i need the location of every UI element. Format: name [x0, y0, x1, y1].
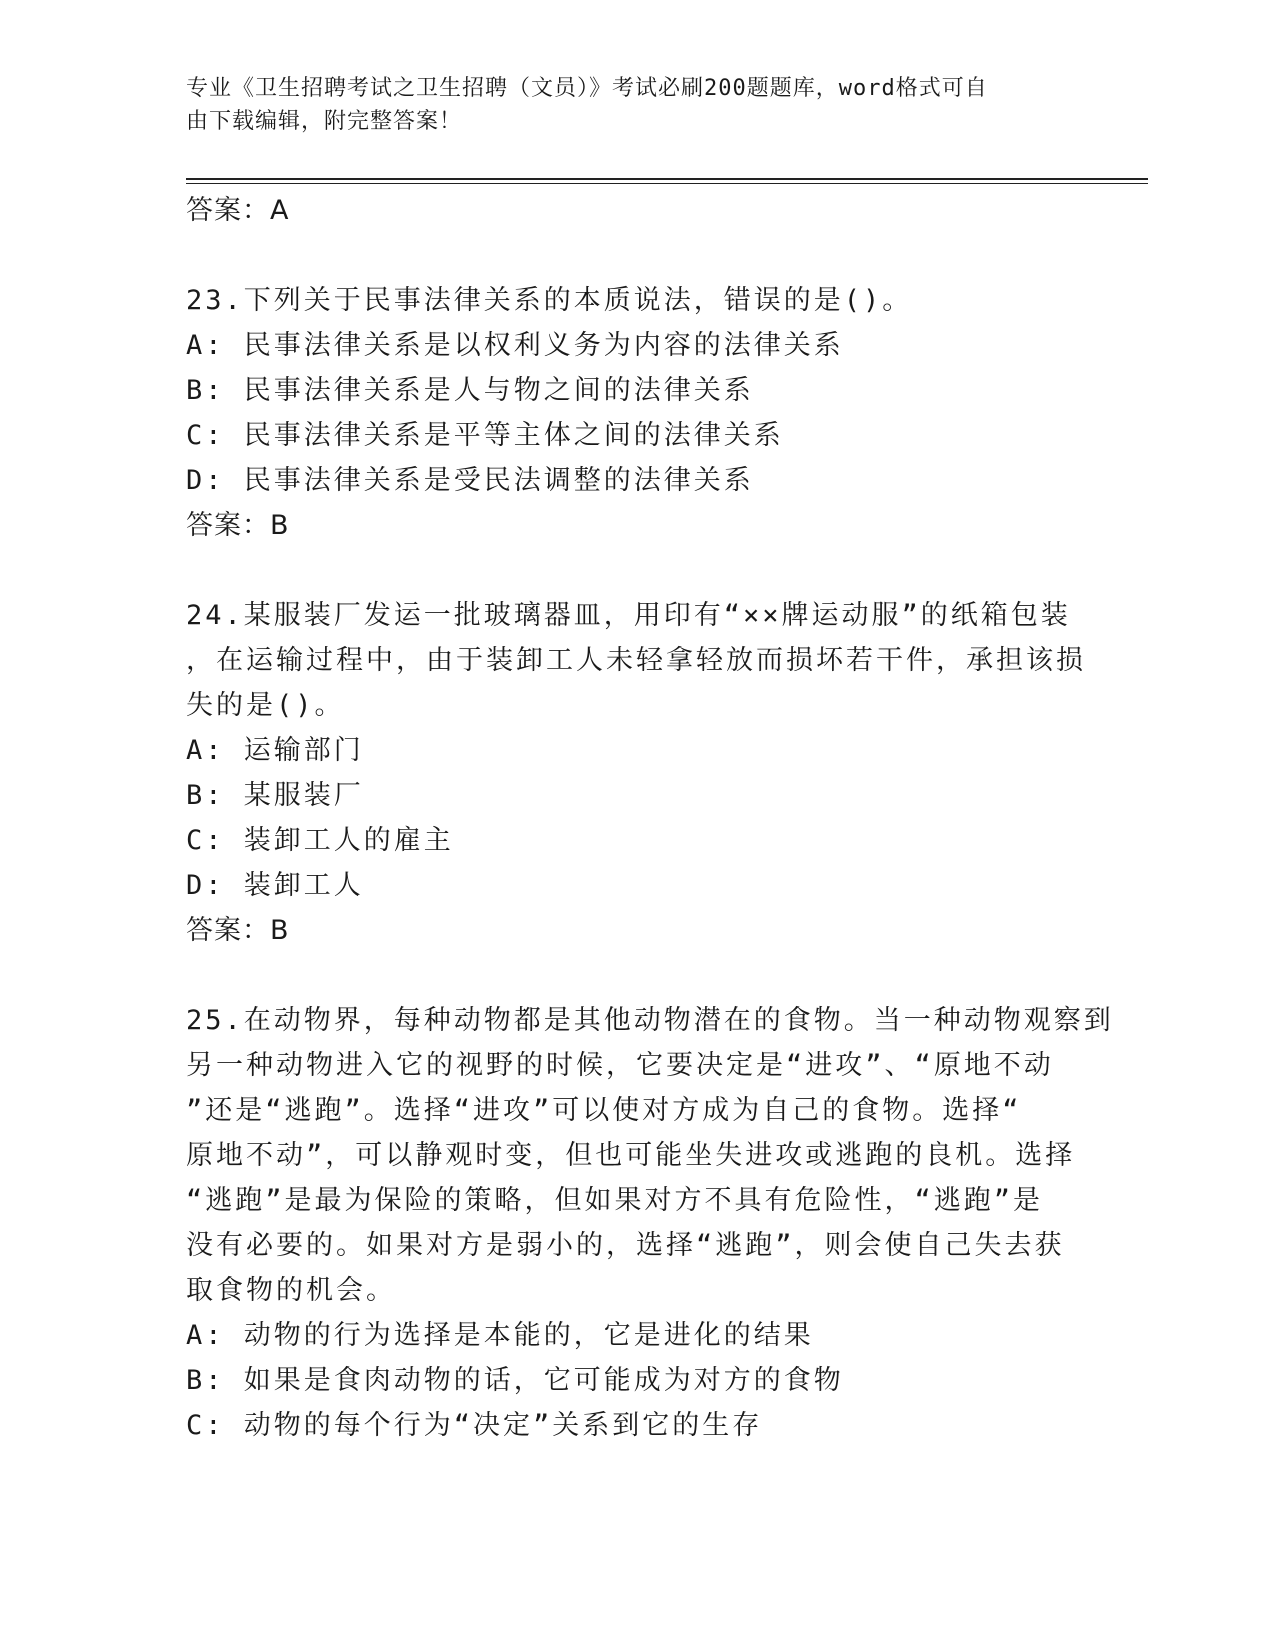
- spacer: [186, 233, 1086, 278]
- question-block-23: [186, 278, 1086, 548]
- spacer: [186, 953, 1086, 998]
- option-b: B: 某服装厂: [186, 780, 364, 811]
- option-c: C: 装卸工人的雇主: [186, 825, 454, 856]
- question-stem: ，在运输过程中，由于装卸工人未轻拿轻放而损坏若干件，承担该损: [186, 645, 1086, 676]
- option-a: A: 动物的行为选择是本能的，它是进化的结果: [186, 1320, 814, 1351]
- question-stem: 失的是()。: [186, 690, 345, 721]
- question-stem: 没有必要的。如果对方是弱小的，选择“逃跑”，则会使自己失去获: [186, 1230, 1065, 1261]
- option-c: C: 民事法律关系是平等主体之间的法律关系: [186, 420, 784, 451]
- option-d: D: 民事法律关系是受民法调整的法律关系: [186, 465, 754, 496]
- question-stem: 另一种动物进入它的视野的时候，它要决定是“进攻”、“原地不动: [186, 1050, 1054, 1081]
- option-c: C: 动物的每个行为“决定”关系到它的生存: [186, 1410, 763, 1441]
- header-line-2: 由下载编辑，附完整答案！: [186, 109, 463, 134]
- answer-line: 答案：B: [186, 510, 290, 541]
- header-divider-thin: [186, 183, 1148, 184]
- document-header: [186, 72, 1066, 138]
- question-stem: ”还是“逃跑”。选择“进攻”可以使对方成为自己的食物。选择“: [186, 1095, 1022, 1126]
- question-block-25: [186, 998, 1114, 1448]
- option-b: B: 如果是食肉动物的话，它可能成为对方的食物: [186, 1365, 844, 1396]
- header-line-1: 专业《卫生招聘考试之卫生招聘（文员）》考试必刷200题题库，word格式可自: [186, 76, 988, 101]
- question-block-22: [186, 188, 1086, 233]
- answer-line: 答案：A: [186, 195, 290, 226]
- question-stem: 取食物的机会。: [186, 1275, 396, 1306]
- question-stem: “逃跑”是最为保险的策略，但如果对方不具有危险性，“逃跑”是: [186, 1185, 1044, 1216]
- option-b: B: 民事法律关系是人与物之间的法律关系: [186, 375, 754, 406]
- question-block-24: [186, 593, 1086, 953]
- option-d: D: 装卸工人: [186, 870, 364, 901]
- question-stem: 24.某服装厂发运一批玻璃器皿，用印有“××牌运动服”的纸箱包装: [186, 600, 1071, 631]
- option-a: A: 民事法律关系是以权利义务为内容的法律关系: [186, 330, 844, 361]
- spacer: [186, 548, 1086, 593]
- question-stem: 25.在动物界，每种动物都是其他动物潜在的食物。当一种动物观察到: [186, 1005, 1114, 1036]
- question-list: [186, 188, 1114, 1448]
- header-divider-thick: [186, 178, 1148, 180]
- option-a: A: 运输部门: [186, 735, 364, 766]
- answer-line: 答案：B: [186, 915, 290, 946]
- question-stem: 23.下列关于民事法律关系的本质说法，错误的是()。: [186, 285, 913, 316]
- question-stem: 原地不动”，可以静观时变，但也可能坐失进攻或逃跑的良机。选择: [186, 1140, 1076, 1171]
